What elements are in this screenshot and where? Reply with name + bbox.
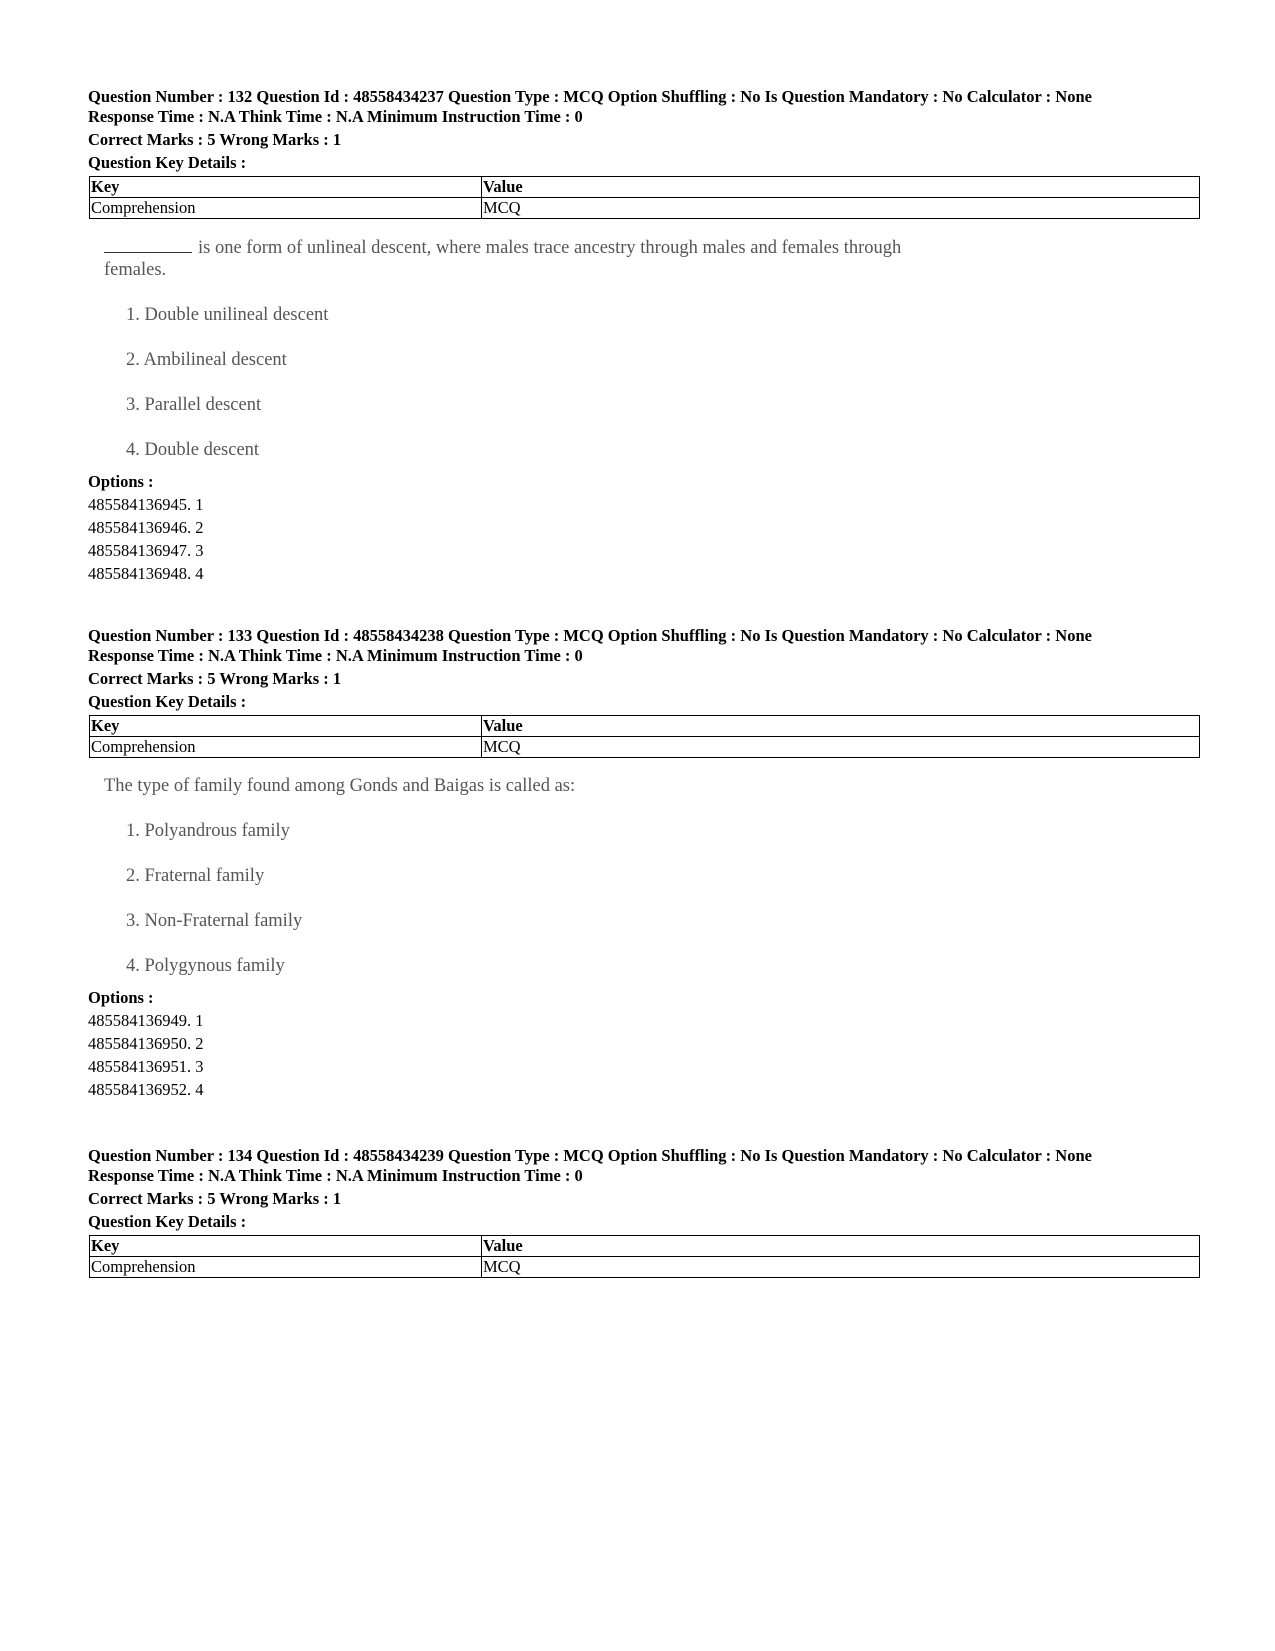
options-label: Options : <box>88 472 154 491</box>
question-stem-line1: is one form of unlineal descent, where males trace ancestry through males and females through <box>198 238 902 258</box>
question-block-134 <box>88 1146 1200 1278</box>
question-marks: Correct Marks : 5 Wrong Marks : 1 <box>88 1189 342 1208</box>
question-stem-line2: females. <box>104 260 167 280</box>
question-header: Question Number : 132 Question Id : 48558434237 Question Type : MCQ Option Shuffling : No Is Question Mandatory : No Calculator : None <box>88 87 1092 106</box>
question-stem: The type of family found among Gonds and Baigas is called as: <box>104 776 576 796</box>
value-cell: MCQ <box>482 1257 1200 1278</box>
choice-item: 1. Polyandrous family <box>126 821 290 841</box>
choice-item: 2. Fraternal family <box>126 866 265 886</box>
value-header: Value <box>482 177 1200 198</box>
question-timing: Response Time : N.A Think Time : N.A Minimum Instruction Time : 0 <box>88 107 583 126</box>
choice-item: 4. Polygynous family <box>126 956 285 976</box>
option-row: 485584136946. 2 <box>88 518 204 537</box>
choice-item: 4. Double descent <box>126 440 260 460</box>
fill-blank <box>104 236 192 253</box>
value-header: Value <box>482 716 1200 737</box>
question-timing: Response Time : N.A Think Time : N.A Minimum Instruction Time : 0 <box>88 1166 583 1185</box>
question-marks: Correct Marks : 5 Wrong Marks : 1 <box>88 669 342 688</box>
choice-item: 2. Ambilineal descent <box>126 350 287 370</box>
choice-item: 1. Double unilineal descent <box>126 305 329 325</box>
question-content <box>104 236 1200 461</box>
choice-item: 3. Non-Fraternal family <box>126 911 303 931</box>
question-block-133 <box>88 626 1200 1101</box>
value-cell: MCQ <box>482 198 1200 219</box>
key-details-table <box>89 176 1200 219</box>
key-details-label: Question Key Details : <box>88 692 247 711</box>
option-row: 485584136952. 4 <box>88 1080 204 1099</box>
option-row: 485584136949. 1 <box>88 1011 204 1030</box>
value-header: Value <box>482 1236 1200 1257</box>
key-details-label: Question Key Details : <box>88 1212 247 1231</box>
key-details-label: Question Key Details : <box>88 153 247 172</box>
option-row: 485584136951. 3 <box>88 1057 204 1076</box>
value-cell: MCQ <box>482 737 1200 758</box>
option-row: 485584136945. 1 <box>88 495 204 514</box>
question-header: Question Number : 134 Question Id : 48558434239 Question Type : MCQ Option Shuffling : No Is Question Mandatory : No Calculator : None <box>88 1146 1092 1165</box>
key-cell: Comprehension <box>90 1257 482 1278</box>
choice-item: 3. Parallel descent <box>126 395 262 415</box>
key-details-table <box>89 715 1200 758</box>
key-header: Key <box>90 716 482 737</box>
question-header: Question Number : 133 Question Id : 48558434238 Question Type : MCQ Option Shuffling : No Is Question Mandatory : No Calculator : None <box>88 626 1092 645</box>
key-header: Key <box>90 177 482 198</box>
question-block-132 <box>88 87 1200 585</box>
options-label: Options : <box>88 988 154 1007</box>
question-marks: Correct Marks : 5 Wrong Marks : 1 <box>88 130 342 149</box>
question-timing: Response Time : N.A Think Time : N.A Minimum Instruction Time : 0 <box>88 646 583 665</box>
question-content <box>104 775 1200 977</box>
option-row: 485584136948. 4 <box>88 564 204 583</box>
key-cell: Comprehension <box>90 198 482 219</box>
option-row: 485584136947. 3 <box>88 541 204 560</box>
question-stem <box>104 236 1200 281</box>
key-details-table <box>89 1235 1200 1278</box>
key-header: Key <box>90 1236 482 1257</box>
option-row: 485584136950. 2 <box>88 1034 204 1053</box>
key-cell: Comprehension <box>90 737 482 758</box>
